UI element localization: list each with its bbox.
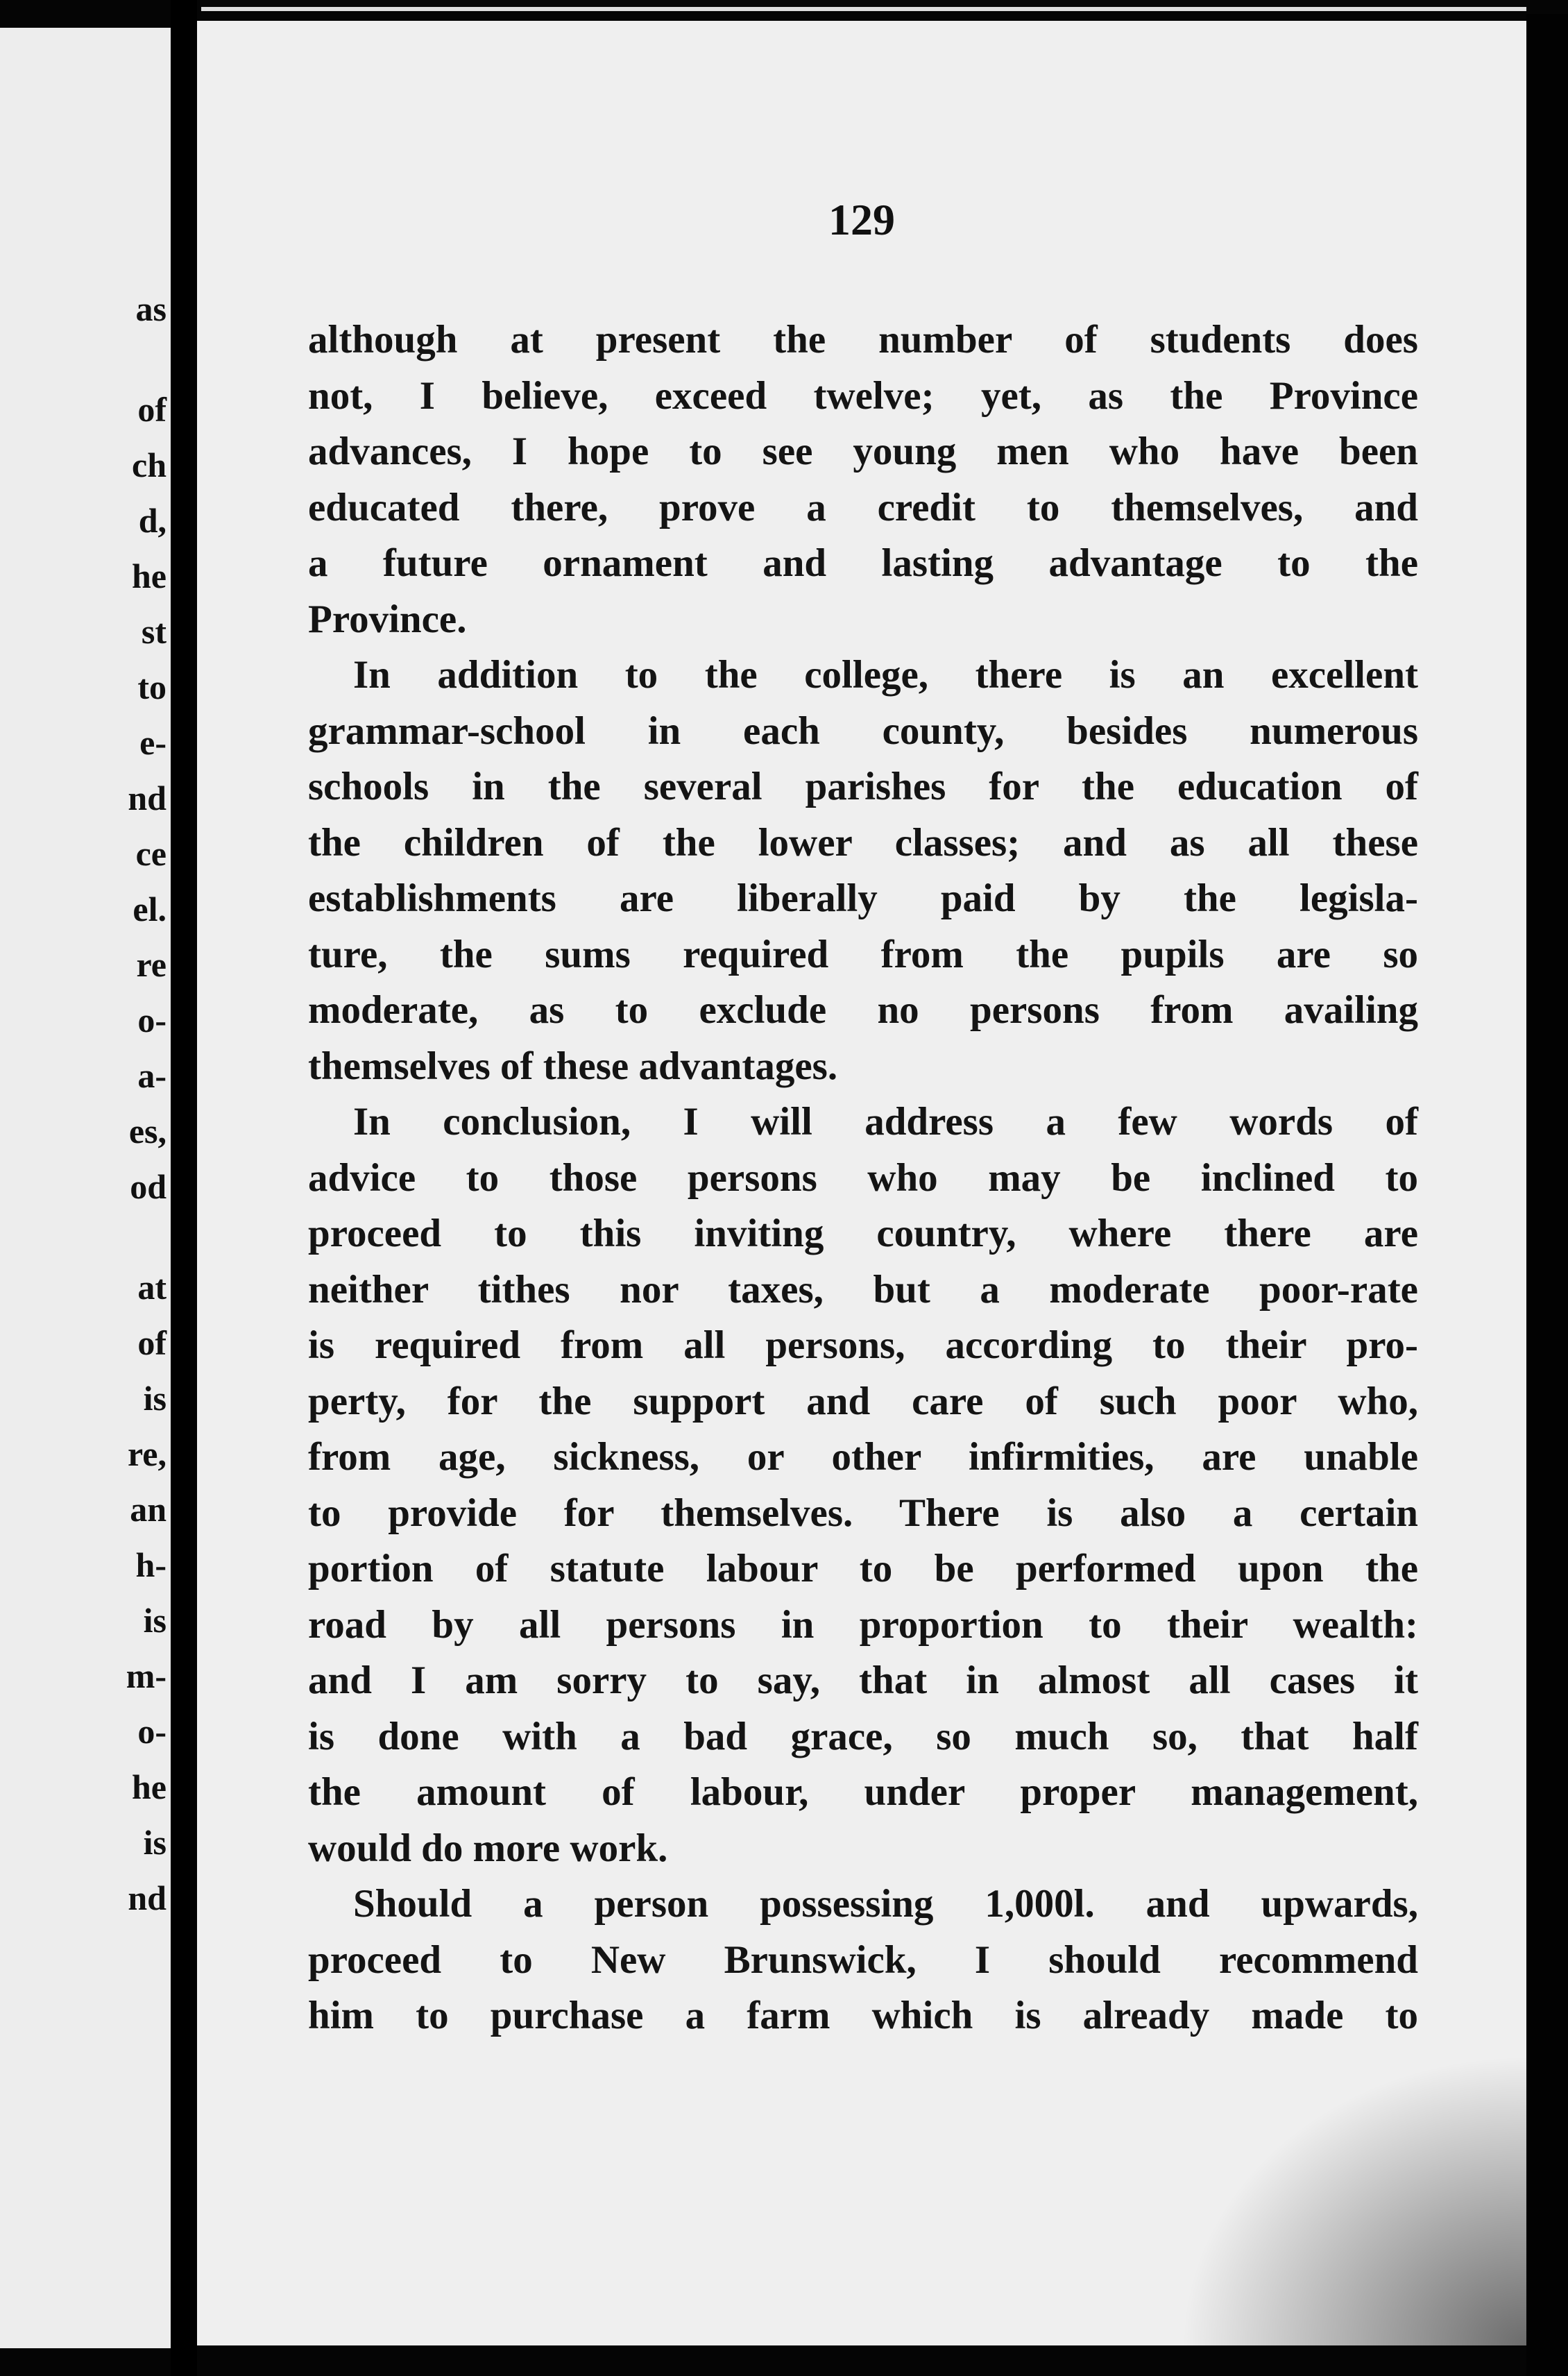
facing-page-fragment: at (137, 1268, 167, 1307)
facing-page-fragment: m- (126, 1656, 167, 1695)
facing-page-fragment: as (135, 289, 167, 328)
text-line: and I am sorry to say, that in almost all cases it (308, 1658, 1418, 1702)
facing-page-fragment: a- (137, 1056, 167, 1095)
facing-page-fragment: ce (135, 834, 167, 873)
text-line: is done with a bad grace, so much so, that half (308, 1714, 1418, 1758)
facing-page-fragment: re, (128, 1434, 167, 1473)
text-line: from age, sickness, or other infirmities, are unable (308, 1435, 1418, 1479)
text-line: portion of statute labour to be performed upon the (308, 1547, 1418, 1590)
text-line: is required from all persons, according to their pro- (308, 1323, 1418, 1367)
text-line: In addition to the college, there is an excellent (353, 653, 1418, 697)
facing-page-fragment: an (130, 1490, 167, 1529)
page-right-edge (1526, 14, 1568, 2376)
facing-page-fragment: el. (133, 890, 167, 928)
facing-page-fragment: of (137, 390, 167, 429)
text-line: not, I believe, exceed twelve; yet, as the Province (308, 373, 1418, 418)
facing-page-fragment: ch (132, 446, 167, 484)
facing-page-edge (0, 28, 171, 2348)
facing-page-fragment: nd (128, 1878, 167, 1917)
facing-page-fragment: he (132, 557, 167, 595)
facing-page-fragment: is (143, 1823, 167, 1862)
paragraph (308, 1876, 1418, 2044)
facing-page-fragment: re (136, 945, 167, 984)
page-top-edge (201, 7, 1526, 11)
text-line: educated there, prove a credit to themselves, and (308, 485, 1418, 529)
text-line: the children of the lower classes; and as all these (308, 820, 1418, 865)
paragraph (308, 1094, 1418, 1876)
text-line: ture, the sums required from the pupils are so (308, 932, 1418, 976)
book-gutter (171, 0, 197, 2376)
text-line: neither tithes nor taxes, but a moderate poor-rate (308, 1267, 1418, 1312)
text-line: moderate, as to exclude no persons from availing (308, 988, 1418, 1032)
text-line: grammar-school in each county, besides numerous (308, 708, 1418, 753)
facing-page-fragment: o- (137, 1001, 167, 1040)
text-line: Should a person possessing 1,000l. and upwards, (353, 1882, 1418, 1926)
body-text (308, 312, 1418, 2044)
text-line: advances, I hope to see young men who have been (308, 430, 1418, 473)
text-line: Province. (308, 597, 467, 641)
page-number: 129 (828, 195, 895, 244)
text-line: proceed to this inviting country, where there are (308, 1212, 1418, 1255)
facing-page-fragment: nd (128, 779, 167, 817)
text-line: a future ornament and lasting advantage to the (308, 541, 1418, 585)
facing-page-fragment: of (137, 1323, 167, 1362)
text-line: proceed to New Brunswick, I should recommend (308, 1937, 1418, 1982)
facing-page-fragment: is (143, 1379, 167, 1418)
book-page (197, 21, 1526, 2345)
facing-page-fragment: od (130, 1167, 167, 1206)
facing-page-fragment: d, (138, 501, 167, 540)
facing-page-fragment: st (141, 612, 167, 651)
facing-page-fragment: is (143, 1601, 167, 1640)
text-line: would do more work. (308, 1826, 668, 1870)
text-line: establishments are liberally paid by the legisla- (308, 876, 1418, 920)
facing-page-fragment: he (132, 1767, 167, 1806)
text-line: schools in the several parishes for the education of (308, 765, 1418, 808)
facing-page-fragment: o- (137, 1712, 167, 1751)
text-line: In conclusion, I will address a few words of (353, 1100, 1418, 1144)
facing-page-fragment: h- (135, 1545, 167, 1584)
text-line: perty, for the support and care of such poor who, (308, 1379, 1418, 1423)
paragraph (308, 647, 1418, 1094)
text-line: him to purchase a farm which is already made to (308, 1994, 1418, 2037)
facing-page-fragment: es, (128, 1112, 167, 1151)
facing-page-fragment: to (137, 668, 167, 706)
text-line: the amount of labour, under proper management, (308, 1770, 1418, 1814)
facing-page-fragment: e- (139, 723, 167, 762)
text-line: advice to those persons who may be inclined to (308, 1155, 1418, 1200)
text-line: to provide for themselves. There is also a certain (308, 1491, 1418, 1535)
text-line: although at present the number of students does (308, 318, 1418, 362)
text-line: themselves of these advantages. (308, 1044, 838, 1088)
text-line: road by all persons in proportion to their wealth: (308, 1602, 1418, 1647)
paragraph (308, 312, 1418, 647)
